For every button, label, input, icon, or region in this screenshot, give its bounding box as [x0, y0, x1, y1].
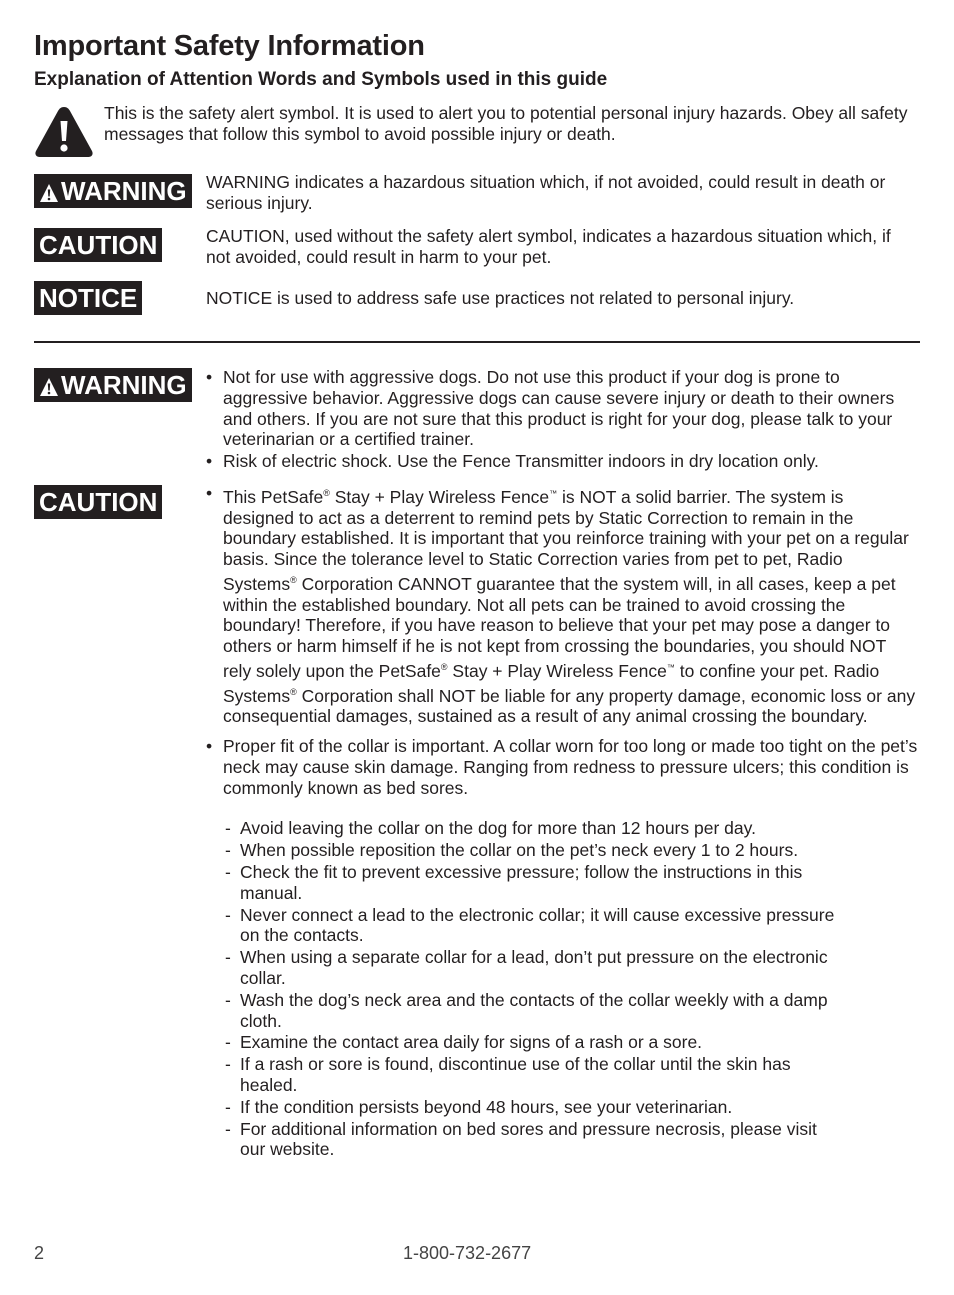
- caution-section-label-text: CAUTION: [39, 487, 158, 517]
- caution-definition: CAUTION, used without the safety alert symbol, indicates a hazardous situation which, if not avoided, could result in harm to your pet.: [206, 226, 891, 267]
- caution-section-label: [34, 485, 162, 519]
- list-item: • Not for use with aggressive dogs. Do not use this product if your dog is prone to aggressive behavior. Aggressive dogs can cause severe injury or death to their owners and others. If you are not sure that this product is right for your dog, please talk to your veterinarian or a certified trainer.: [206, 367, 918, 450]
- warning-definition: WARNING indicates a hazardous situation which, if not avoided, could result in death or serious injury.: [206, 172, 886, 213]
- notice-label-text: NOTICE: [39, 283, 138, 313]
- list-item: - Examine the contact area daily for signs of a rash or a sore.: [223, 1032, 843, 1053]
- caution-label-text: CAUTION: [39, 230, 158, 260]
- list-item: • Proper fit of the collar is important. A collar worn for too long or made too tight on the pet’s neck may cause skin damage. Ranging from redness to pressure ulcers; this condition is commonly known as bed sores.: [206, 736, 918, 798]
- safety-alert-triangle-icon: [39, 183, 59, 203]
- notice-definition: NOTICE is used to address safe use practices not related to personal injury.: [206, 288, 795, 308]
- list-item: - When using a separate collar for a lead, don’t put pressure on the electronic collar.: [223, 947, 843, 989]
- collar-care-list: [206, 818, 918, 1160]
- notice-label: [34, 281, 142, 315]
- warning-label: [34, 174, 192, 208]
- warning-bullets: [206, 367, 918, 472]
- page-number: 2: [34, 1243, 45, 1263]
- caution-label: [34, 228, 162, 262]
- list-item: - If the condition persists beyond 48 hours, see your veterinarian.: [223, 1097, 843, 1118]
- warning-label-text: WARNING: [61, 176, 187, 206]
- safety-alert-triangle-icon: [34, 105, 94, 159]
- page-title: Important Safety Information: [34, 30, 425, 62]
- list-item: - When possible reposition the collar on the pet’s neck every 1 to 2 hours.: [223, 840, 843, 861]
- list-item: - Never connect a lead to the electronic collar; it will cause excessive pressure on the contacts.: [223, 905, 843, 947]
- warning-section-label-text: WARNING: [61, 370, 187, 400]
- phone-number: 1-800-732-2677: [403, 1243, 532, 1263]
- warning-section-label: [34, 368, 192, 402]
- list-item: - For additional information on bed sores and pressure necrosis, please visit our website.: [223, 1119, 843, 1161]
- list-item: - Wash the dog’s neck area and the contacts of the collar weekly with a damp cloth.: [223, 990, 843, 1032]
- page-subtitle: Explanation of Attention Words and Symbols used in this guide: [34, 69, 608, 90]
- list-item: - If a rash or sore is found, discontinue use of the collar until the skin has healed.: [223, 1054, 843, 1096]
- caution-bullets: [206, 483, 918, 1161]
- list-item: • This PetSafe® Stay + Play Wireless Fence™ is NOT a solid barrier. The system is designed to act as a deterrent to remind pets by Static Correction to remain in the boundary established. It is important that you reinforce training with your pet on a regular basis. Since the tolerance level to Static Correction varies from pet to pet, Radio Systems® Corporation CANNOT guarantee that the system will, in all cases, keep a pet within the established boundary. Not all pets can be trained to avoid crossing the boundary! Therefore, if you have reason to believe that your pet may pose a danger to others or harm himself if he is not kept from crossing the boundaries, you should NOT rely solely upon the PetSafe® Stay + Play Wireless Fence™ to confine your pet. Radio Systems® Corporation shall NOT be liable for any property damage, economic loss or any consequential damages, sustained as a result of any animal crossing the boundary.: [206, 483, 918, 727]
- safety-alert-triangle-icon: [39, 377, 59, 397]
- list-item: - Check the fit to prevent excessive pressure; follow the instructions in this manual.: [223, 862, 843, 904]
- list-item: - Avoid leaving the collar on the dog for more than 12 hours per day.: [223, 818, 843, 839]
- safety-alert-explanation: [34, 103, 920, 159]
- list-item: • Risk of electric shock. Use the Fence Transmitter indoors in dry location only.: [206, 451, 918, 472]
- section-divider: [34, 341, 920, 343]
- safety-alert-text: This is the safety alert symbol. It is used to alert you to potential personal injury hazards. Obey all safety messages that follow this symbol to avoid possible injury or death.: [104, 103, 908, 144]
